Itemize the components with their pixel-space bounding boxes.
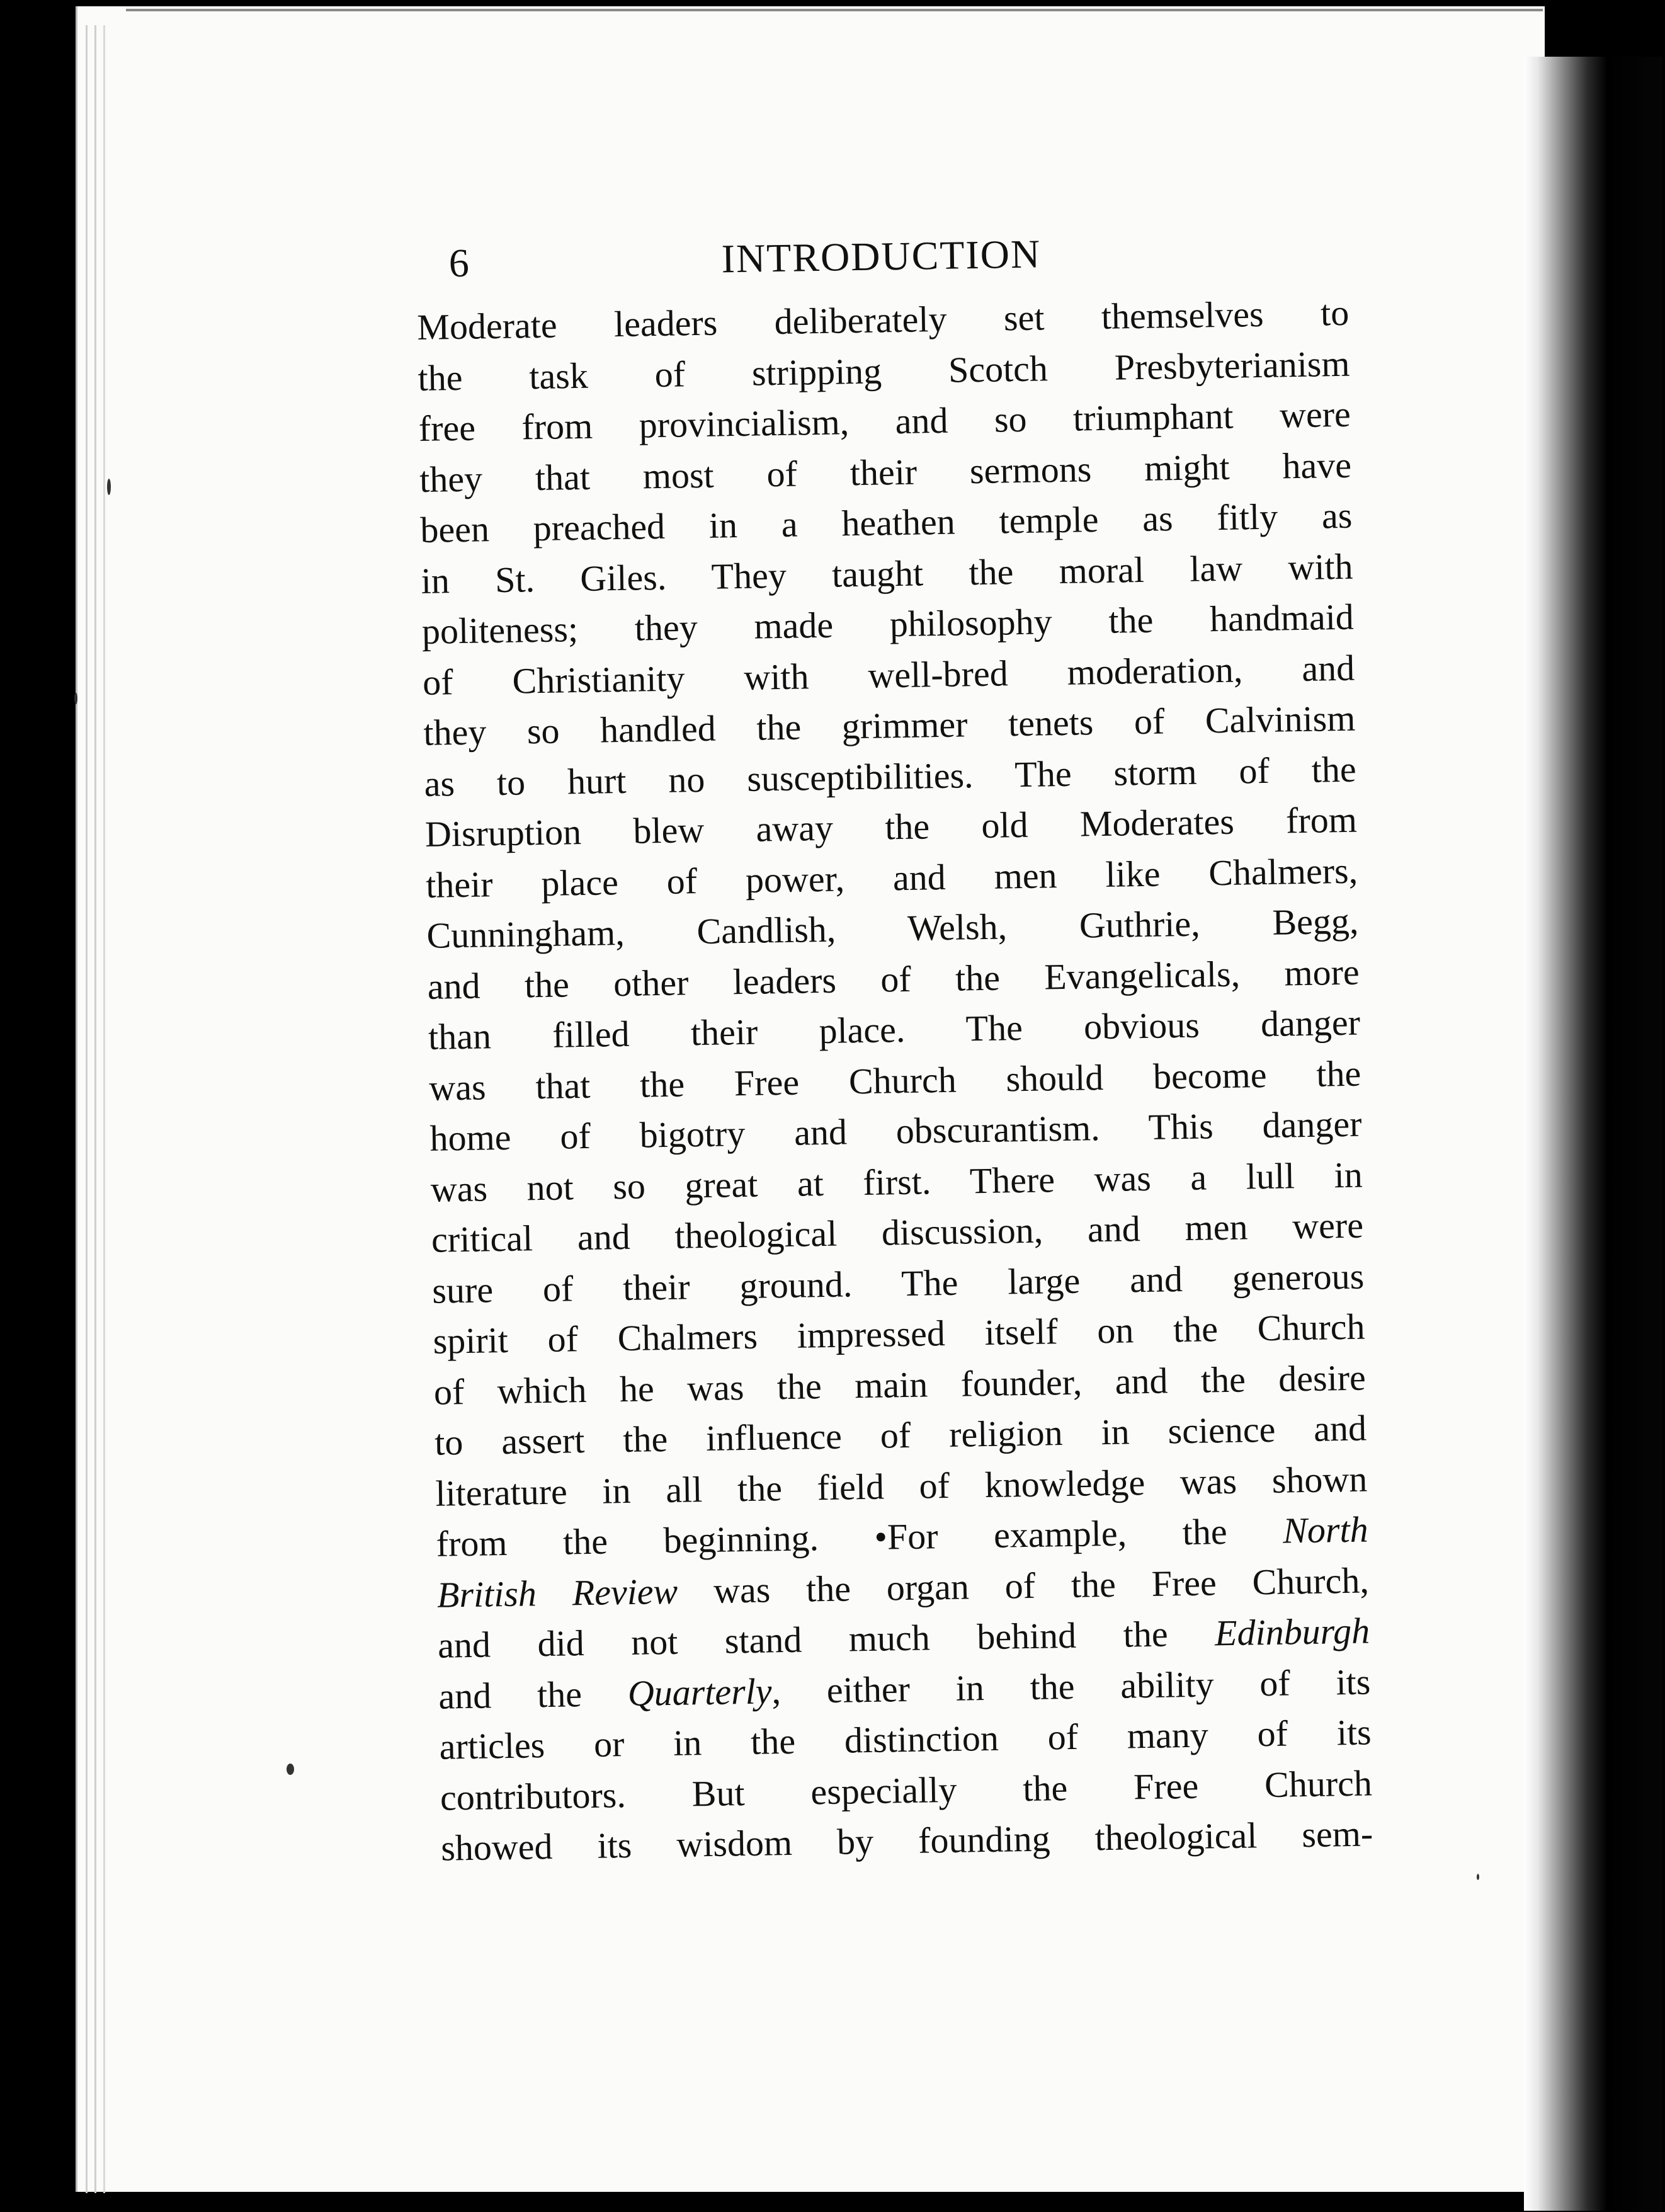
dust-speck <box>107 479 111 495</box>
italic-title: British Review <box>436 1570 678 1616</box>
body-text <box>417 288 1373 1874</box>
text-segment: literature in all the field of knowledge was shown <box>435 1458 1368 1514</box>
running-head <box>416 219 1349 302</box>
text-segment: free from provincialism, and so triumphant were <box>418 393 1351 449</box>
text-segment: their place of power, and men like Chalmers, <box>425 850 1358 906</box>
binding-shadow <box>1524 57 1662 2211</box>
text-segment: Moderate leaders deliberately set themselves to <box>416 292 1350 348</box>
text-segment: they so handled the grimmer tenets of Calvinism <box>423 697 1356 753</box>
text-segment: and did not stand much behind the <box>437 1612 1215 1666</box>
page-edge <box>94 25 96 2193</box>
text-segment: was not so great at first. There was a lull in <box>430 1154 1363 1210</box>
text-segment: of Christianity with well-bred moderation, and <box>422 647 1355 703</box>
text-segment: was the organ of the Free Church, <box>677 1559 1370 1612</box>
text-segment: contributors. But especially the Free Church <box>440 1762 1373 1818</box>
page-content <box>416 219 1373 1874</box>
text-segment: critical and theological discussion, and men were <box>431 1204 1364 1260</box>
text-segment: spirit of Chalmers impressed itself on the Church <box>433 1306 1365 1362</box>
text-segment: to assert the influence of religion in science and <box>434 1407 1367 1463</box>
page-edge <box>86 25 88 2193</box>
dust-speck <box>1477 1874 1479 1880</box>
text-segment: sure of their ground. The large and generous <box>431 1255 1365 1311</box>
page-edge <box>103 25 105 2193</box>
text-segment: been preached in a heathen temple as fitly as <box>419 494 1353 550</box>
text-segment: of which he was the main founder, and the desire <box>433 1357 1367 1413</box>
text-segment: Disruption blew away the old Moderates from <box>424 799 1358 855</box>
text-segment: than filled their place. The obvious danger <box>428 1001 1361 1058</box>
text-segment: from the beginning. •For example, the <box>436 1510 1283 1565</box>
text-segment: was that the Free Church should become the <box>428 1052 1361 1109</box>
text-segment: politeness; they made philosophy the handmaid <box>421 596 1355 652</box>
text-segment: home of bigotry and obscurantism. This danger <box>429 1103 1362 1159</box>
text-segment: as to hurt no susceptibilities. The storm of the <box>424 748 1357 804</box>
text-segment: in St. Giles. They taught the moral law with <box>421 545 1353 601</box>
text-segment: , either in the ability of its <box>771 1660 1371 1711</box>
text-segment: Cunningham, Candlish, Welsh, Guthrie, Begg, <box>426 900 1359 956</box>
italic-title: Quarterly <box>627 1670 772 1714</box>
text-segment: and the <box>438 1672 628 1717</box>
text-segment: showed its wisdom by founding theological sem- <box>440 1813 1373 1869</box>
running-title: INTRODUCTION <box>721 231 1042 282</box>
text-segment: articles or in the distinction of many of its <box>439 1711 1372 1767</box>
italic-title: Edinburgh <box>1214 1610 1370 1654</box>
text-segment: the task of stripping Scotch Presbyterianism <box>418 343 1350 399</box>
top-edge-line <box>126 9 1543 11</box>
page-number: 6 <box>448 240 471 286</box>
dust-speck <box>287 1764 294 1775</box>
italic-title: North <box>1282 1508 1369 1551</box>
dust-speck <box>74 693 77 704</box>
text-segment: and the other leaders of the Evangelicals, more <box>427 951 1360 1007</box>
text-segment: they that most of their sermons might have <box>419 444 1352 500</box>
